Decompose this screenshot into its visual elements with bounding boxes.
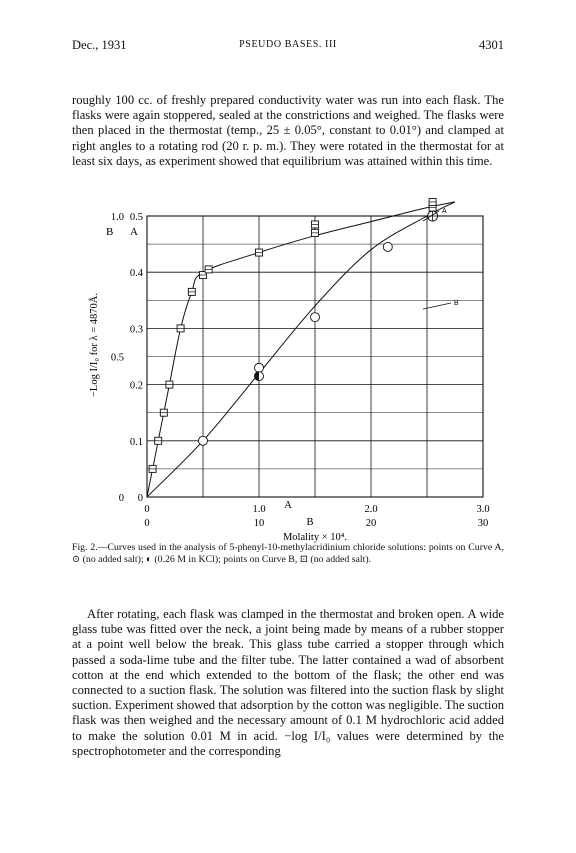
y-tick-label-a: 0.3 (129, 324, 143, 336)
body-paragraph-2: After rotating, each flask was clamped in the thermostat and broken open. A wide glass tube was fitted over the neck, a joint being made by means of a rubber stopper at a point well below the break. This glass tube carried a stopper through which passed a soda-lime tube and the filter tube. The latter contained a wad of absorbent cotton at the end which extended to the bottom of the flask; the other end was connected to a suction flask. The solution was filtered into the suction flask by slight suction. Experiment showed that adsorption by the cotton was negligible. The suction flask was then weighed and the necessary amount of 0.1 M hydrochloric acid added to make the solution 0.01 M in acid. −log I/I₀ values were determined by the spectrophotometer and the corresponding (72, 607, 504, 758)
y-tick-label-a: 0 (137, 493, 143, 504)
data-point-b-square (205, 266, 212, 273)
header-date: Dec., 1931 (72, 38, 127, 52)
data-point-a-circle (383, 242, 392, 251)
series-line-b (147, 202, 455, 497)
curve-label-b: B (454, 300, 459, 307)
curve-label-a: A (442, 208, 447, 215)
y-tick-label-a: 0.4 (129, 268, 143, 280)
x-tick-label-a: 0 (144, 504, 150, 515)
header-page-number: 4301 (479, 38, 504, 52)
series-line-a (147, 202, 455, 497)
y-tick-label-a: 0.2 (129, 380, 143, 392)
data-point-a-half-filled (255, 372, 264, 381)
data-point-b-square (155, 437, 162, 444)
x-mid-label-b: B (306, 517, 314, 528)
y-tick-label-a: 0.1 (129, 436, 143, 448)
x-tick-label-a: 3.0 (476, 504, 490, 515)
x-tick-label-b: 20 (365, 518, 377, 529)
chart-tick-labels (111, 212, 490, 529)
x-tick-label-a: 2.0 (364, 504, 378, 515)
x-tick-label-a: 1.0 (252, 504, 266, 515)
y-tick-label-b: 0.5 (110, 352, 124, 364)
x-tick-label-b: 30 (477, 518, 489, 529)
header-title: PSEUDO BASES. III (239, 39, 337, 50)
axis-head-a: A (130, 226, 138, 238)
data-point-b-square (312, 229, 319, 236)
body-paragraph-1: roughly 100 cc. of freshly prepared conductivity water was run into each flask. The flasks were again stoppered, sealed at the constrictions and weighed. The flasks were then placed in the thermostat (temp., 25 ± 0.05°, constant to 0.01°) and clamped at right angles to a rotating rod (20 r. p. m.). They were rotated in the thermostat for at least six days, as experiment showed that equilibrium was attained within this time. (72, 93, 504, 168)
chart-markers (149, 198, 438, 472)
chart-grid (147, 216, 483, 497)
data-point-b-square (160, 409, 167, 416)
x-tick-label-b: 10 (253, 518, 265, 529)
chart-curves (147, 202, 455, 497)
y-tick-label-b: 1.0 (110, 212, 124, 223)
data-point-a-circle (311, 313, 320, 322)
data-point-b-square (177, 325, 184, 332)
y-tick-label-a: 0.5 (129, 212, 143, 223)
x-mid-label-a: A (284, 500, 292, 511)
data-point-b-square (188, 288, 195, 295)
y-tick-label-b: 0 (118, 493, 124, 504)
data-point-b-square (429, 198, 436, 205)
data-point-b-square (166, 381, 173, 388)
axis-head-b: B (106, 226, 114, 238)
data-point-a-circle (199, 436, 208, 445)
data-point-b-square (149, 465, 156, 472)
x-tick-label-b: 0 (144, 518, 150, 529)
x-axis-label: Molality × 10⁴. (282, 532, 348, 543)
data-point-a-circle (255, 363, 264, 372)
data-point-b-square (256, 249, 263, 256)
y-axis-label: −Log I/I₀ for λ = 4870Å. (89, 293, 100, 397)
figure-caption: Fig. 2.—Curves used in the analysis of 5-phenyl-10-methylacridinium chloride solutions: points on Curve A, ⊙ (no added salt); ◐ (0.26 M in KCl); points on Curve B, ⊡ (no added salt). (72, 542, 504, 566)
data-point-b-square (312, 221, 319, 228)
